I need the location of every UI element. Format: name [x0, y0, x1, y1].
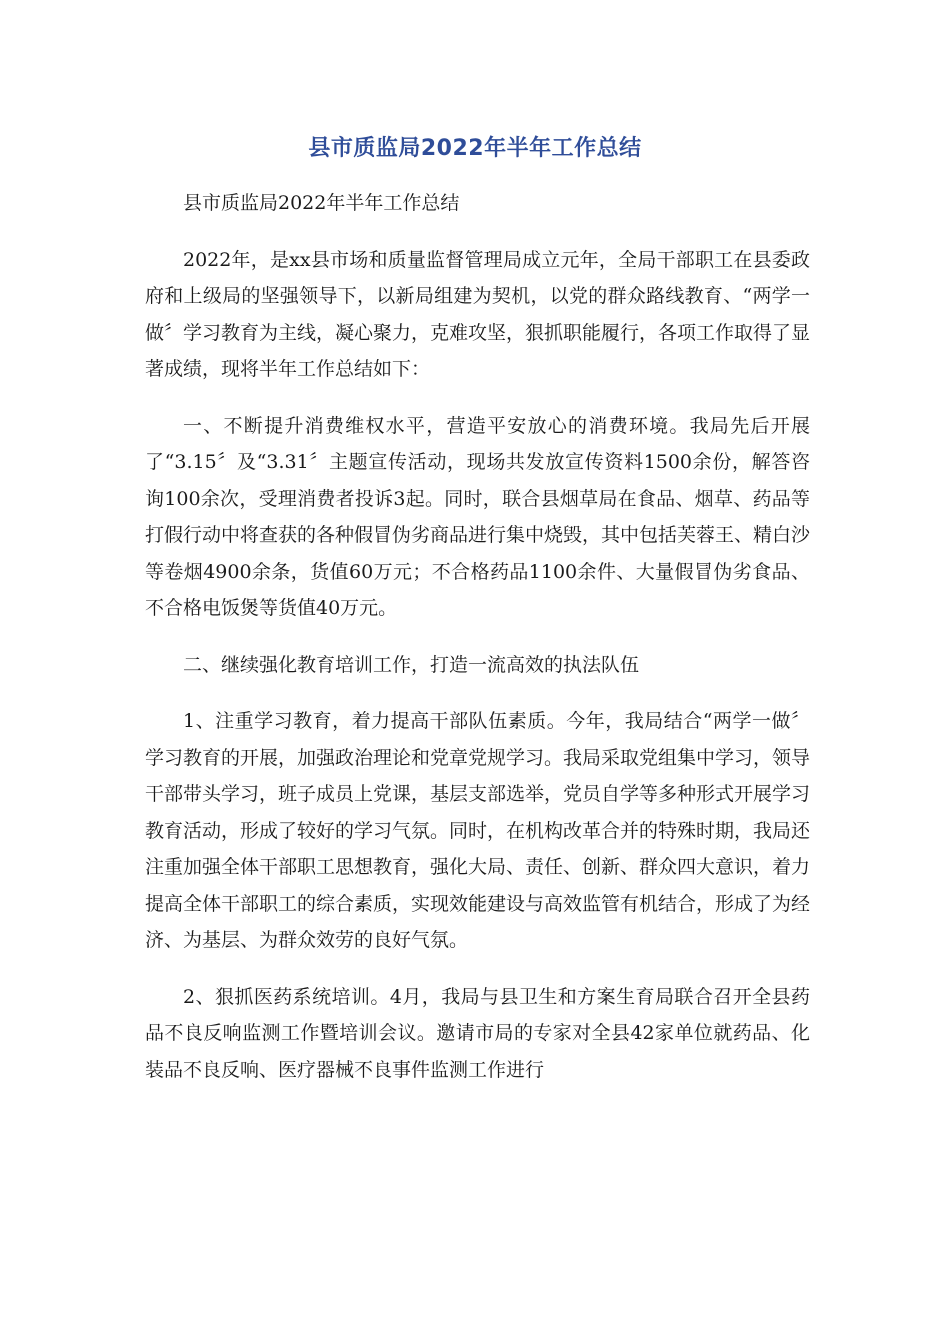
document-title: 县市质监局2022年半年工作总结 [308, 136, 642, 161]
body-paragraph-section-2-heading: 二、继续强化教育培训工作，打造一流高效的执法队伍 [183, 653, 640, 676]
body-paragraph-intro: 2022年，是xx县市场和质量监督管理局成立元年，全局干部职工在县委政府和上级局的坚强领导下，以新局组建为契机，以党的群众路线教育、“两学一做〞学习教育为主线，凝心聚力，克难攻坚，狠抓职能履行，各项工作取得了显著成绩，现将半年工作总结如下： [145, 248, 811, 380]
body-paragraph-section-1: 一、不断提升消费维权水平，营造平安放心的消费环境。我局先后开展了“3.15〞及“3.31〞主题宣传活动，现场共发放宣传资料1500余份，解答咨询100余次，受理消费者投诉3起。同时，联合县烟草局在食品、烟草、药品等打假行动中将查获的各种假冒伪劣商品进行集中烧毁，其中包括芙蓉王、精白沙等卷烟4900余条，货值60万元；不合格药品1100余件、大量假冒伪劣食品、不合格电饭煲等货值40万元。 [145, 414, 811, 619]
body-paragraph-subtitle: 县市质监局2022年半年工作总结 [183, 192, 460, 214]
body-paragraph-item-1: 1、注重学习教育，着力提高干部队伍素质。今年，我局结合“两学一做〞学习教育的开展，加强政治理论和党章党规学习。我局采取党组集中学习，领导干部带头学习，班子成员上党课，基层支部选举，党员自学等多种形式开展学习教育活动，形成了较好的学习气氛。同时，在机构改革合并的特殊时期，我局还注重加强全体干部职工思想教育，强化大局、责任、创新、群众四大意识，着力提高全体干部职工的综合素质，实现效能建设与高效监管有机结合，形成了为经济、为基层、为群众效劳的良好气氛。 [145, 710, 811, 951]
document-body [145, 185, 810, 1108]
body-paragraph-item-2: 2、狠抓医药系统培训。4月，我局与县卫生和方案生育局联合召开全县药品不良反响监测工作暨培训会议。邀请市局的专家对全县42家单位就药品、化装品不良反响、医疗器械不良事件监测工作进行 [145, 985, 810, 1081]
